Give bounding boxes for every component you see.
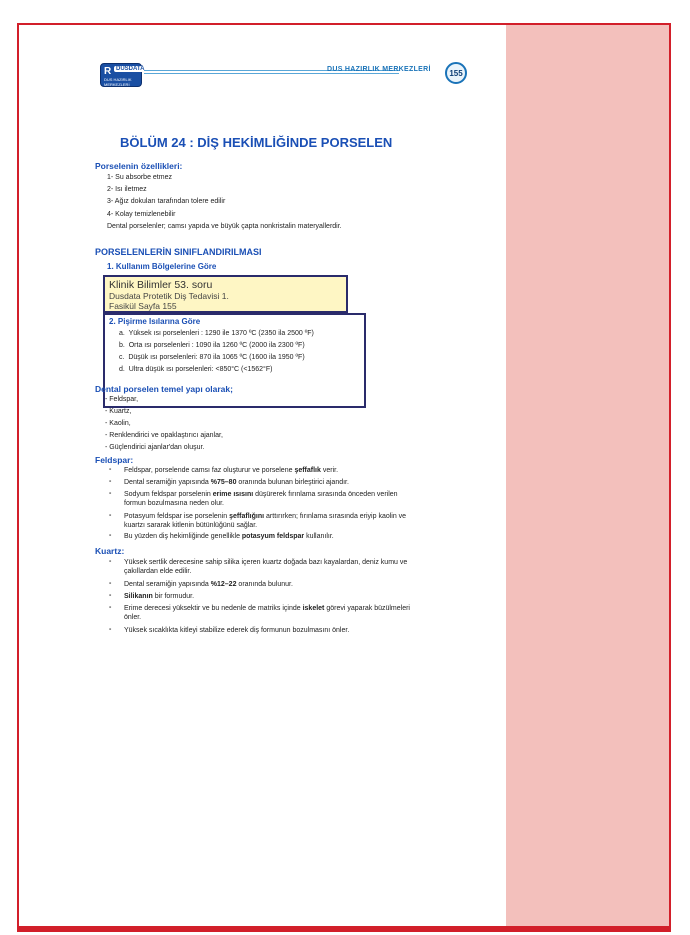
- header-rule-2: [144, 73, 399, 74]
- bullet-dash-icon: -: [109, 558, 112, 565]
- ozellik-item: 3- Ağız dokuları tarafından tolere edilir: [107, 198, 226, 205]
- bullet-dash-icon: -: [109, 592, 112, 599]
- bullet-dash-icon: -: [109, 512, 112, 519]
- kuartz-item: Silikanın bir formudur.: [124, 593, 195, 600]
- pisirme-heading: 2. Pişirme Isılarına Göre: [109, 317, 201, 326]
- pink-margin: [506, 25, 669, 926]
- dusdata-logo: [100, 63, 145, 87]
- temel-item: - Renklendirici ve opaklaştırıcı ajanlar,: [105, 432, 223, 439]
- ozellik-item: 4- Kolay temizlenebilir: [107, 211, 176, 218]
- siniflandirma-heading: PORSELENLERİN SINIFLANDIRILMASI: [95, 247, 262, 257]
- bullet-dash-icon: -: [109, 580, 112, 587]
- kuartz-item: Erime derecesi yüksektir ve bu nedenle de matriks içinde iskelet görevi yaparak büzülmeleri önler.: [124, 605, 410, 621]
- logo-subtitle: DUS HAZIRLIK MERKEZLERİ: [104, 77, 132, 87]
- feldspar-item: Potasyum feldspar ise porselenin şeffaflığını arttırırken; fırınlama sırasında eriyip kaolin ve kuartzı sararak kitlenin bütünlüğünü sağlar.: [124, 513, 407, 529]
- bullet-dash-icon: -: [109, 626, 112, 633]
- reference-line-1: Klinik Bilimler 53. soru: [109, 279, 213, 291]
- kullanim-heading: 1. Kullanım Bölgelerine Göre: [107, 262, 217, 271]
- feldspar-heading: Feldspar:: [95, 455, 134, 465]
- temel-item: - Kuartz,: [105, 408, 132, 415]
- bullet-dash-icon: -: [109, 532, 112, 539]
- bullet-dash-icon: -: [109, 490, 112, 497]
- logo-r-icon: R: [104, 66, 112, 77]
- reference-note: [103, 275, 348, 313]
- chapter-title: BÖLÜM 24 : DİŞ HEKİMLİĞİNDE PORSELEN: [120, 135, 393, 150]
- pisirme-item: a. Yüksek ısı porselenleri : 1290 ile 1370 ºC (2350 ila 2500 ºF): [119, 330, 314, 337]
- kuartz-item: Yüksek sertlik derecesine sahip silika içeren kuartz doğada bazı kayalardan, deniz kumu ve çakıllardan elde edilir.: [124, 559, 408, 575]
- kuartz-heading: Kuartz:: [95, 546, 125, 556]
- page-number: 155: [445, 62, 467, 84]
- kuartz-item: Yüksek sıcaklıkta kitleyi stabilize ederek diş formunun bozulmasını önler.: [124, 627, 350, 634]
- feldspar-item: Feldspar, porselende camsı faz oluşturur ve porselene şeffaflık verir.: [124, 467, 339, 474]
- ozellik-note: Dental porselenler; camsı yapıda ve büyük çapta nonkristalin materyallerdir.: [107, 223, 342, 230]
- bullet-dash-icon: -: [109, 604, 112, 611]
- kuartz-item: Dental seramiğin yapısında %12–22 oranında bulunur.: [124, 581, 293, 588]
- temel-yapi-heading: Dental porselen temel yapı olarak;: [95, 384, 233, 394]
- feldspar-item: Dental seramiğin yapısında %75–80 oranında bulunan birleştirici ajandır.: [124, 479, 349, 486]
- feldspar-item: Sodyum feldspar porselenin erime ısısını düşürerek fırınlama sırasında önceden verilen formun bozulmasına neden olur.: [124, 491, 398, 507]
- pisirme-item: c. Düşük ısı porselenleri: 870 ila 1065 ºC (1600 ila 1950 ºF): [119, 354, 305, 361]
- page-frame: [17, 23, 671, 932]
- pisirme-item: b. Orta ısı porselenleri : 1090 ila 1260 ºC (2000 ila 2300 ºF): [119, 342, 305, 349]
- header-label: DUS HAZIRLIK MERKEZLERİ: [327, 66, 431, 73]
- feldspar-item: Bu yüzden diş hekimliğinde genellikle potasyum feldspar kullanılır.: [124, 533, 334, 540]
- temel-item: - Kaolin,: [105, 420, 131, 427]
- ozellik-item: 2- Isı iletmez: [107, 186, 147, 193]
- pisirme-item: d. Ultra düşük ısı porselenleri: <850°C (<1562°F): [119, 366, 273, 373]
- bullet-dash-icon: -: [109, 466, 112, 473]
- temel-item: - Feldspar,: [105, 396, 139, 403]
- ozellikler-heading: Porselenin özellikleri:: [95, 161, 183, 171]
- logo-brand: DUSDATA: [116, 66, 145, 72]
- ozellik-item: 1- Su absorbe etmez: [107, 174, 172, 181]
- reference-line-2: Dusdata Protetik Diş Tedavisi 1. Fasikül Sayfa 155: [109, 291, 229, 311]
- temel-item: - Güçlendirici ajanlar'dan oluşur.: [105, 444, 205, 451]
- bullet-dash-icon: -: [109, 478, 112, 485]
